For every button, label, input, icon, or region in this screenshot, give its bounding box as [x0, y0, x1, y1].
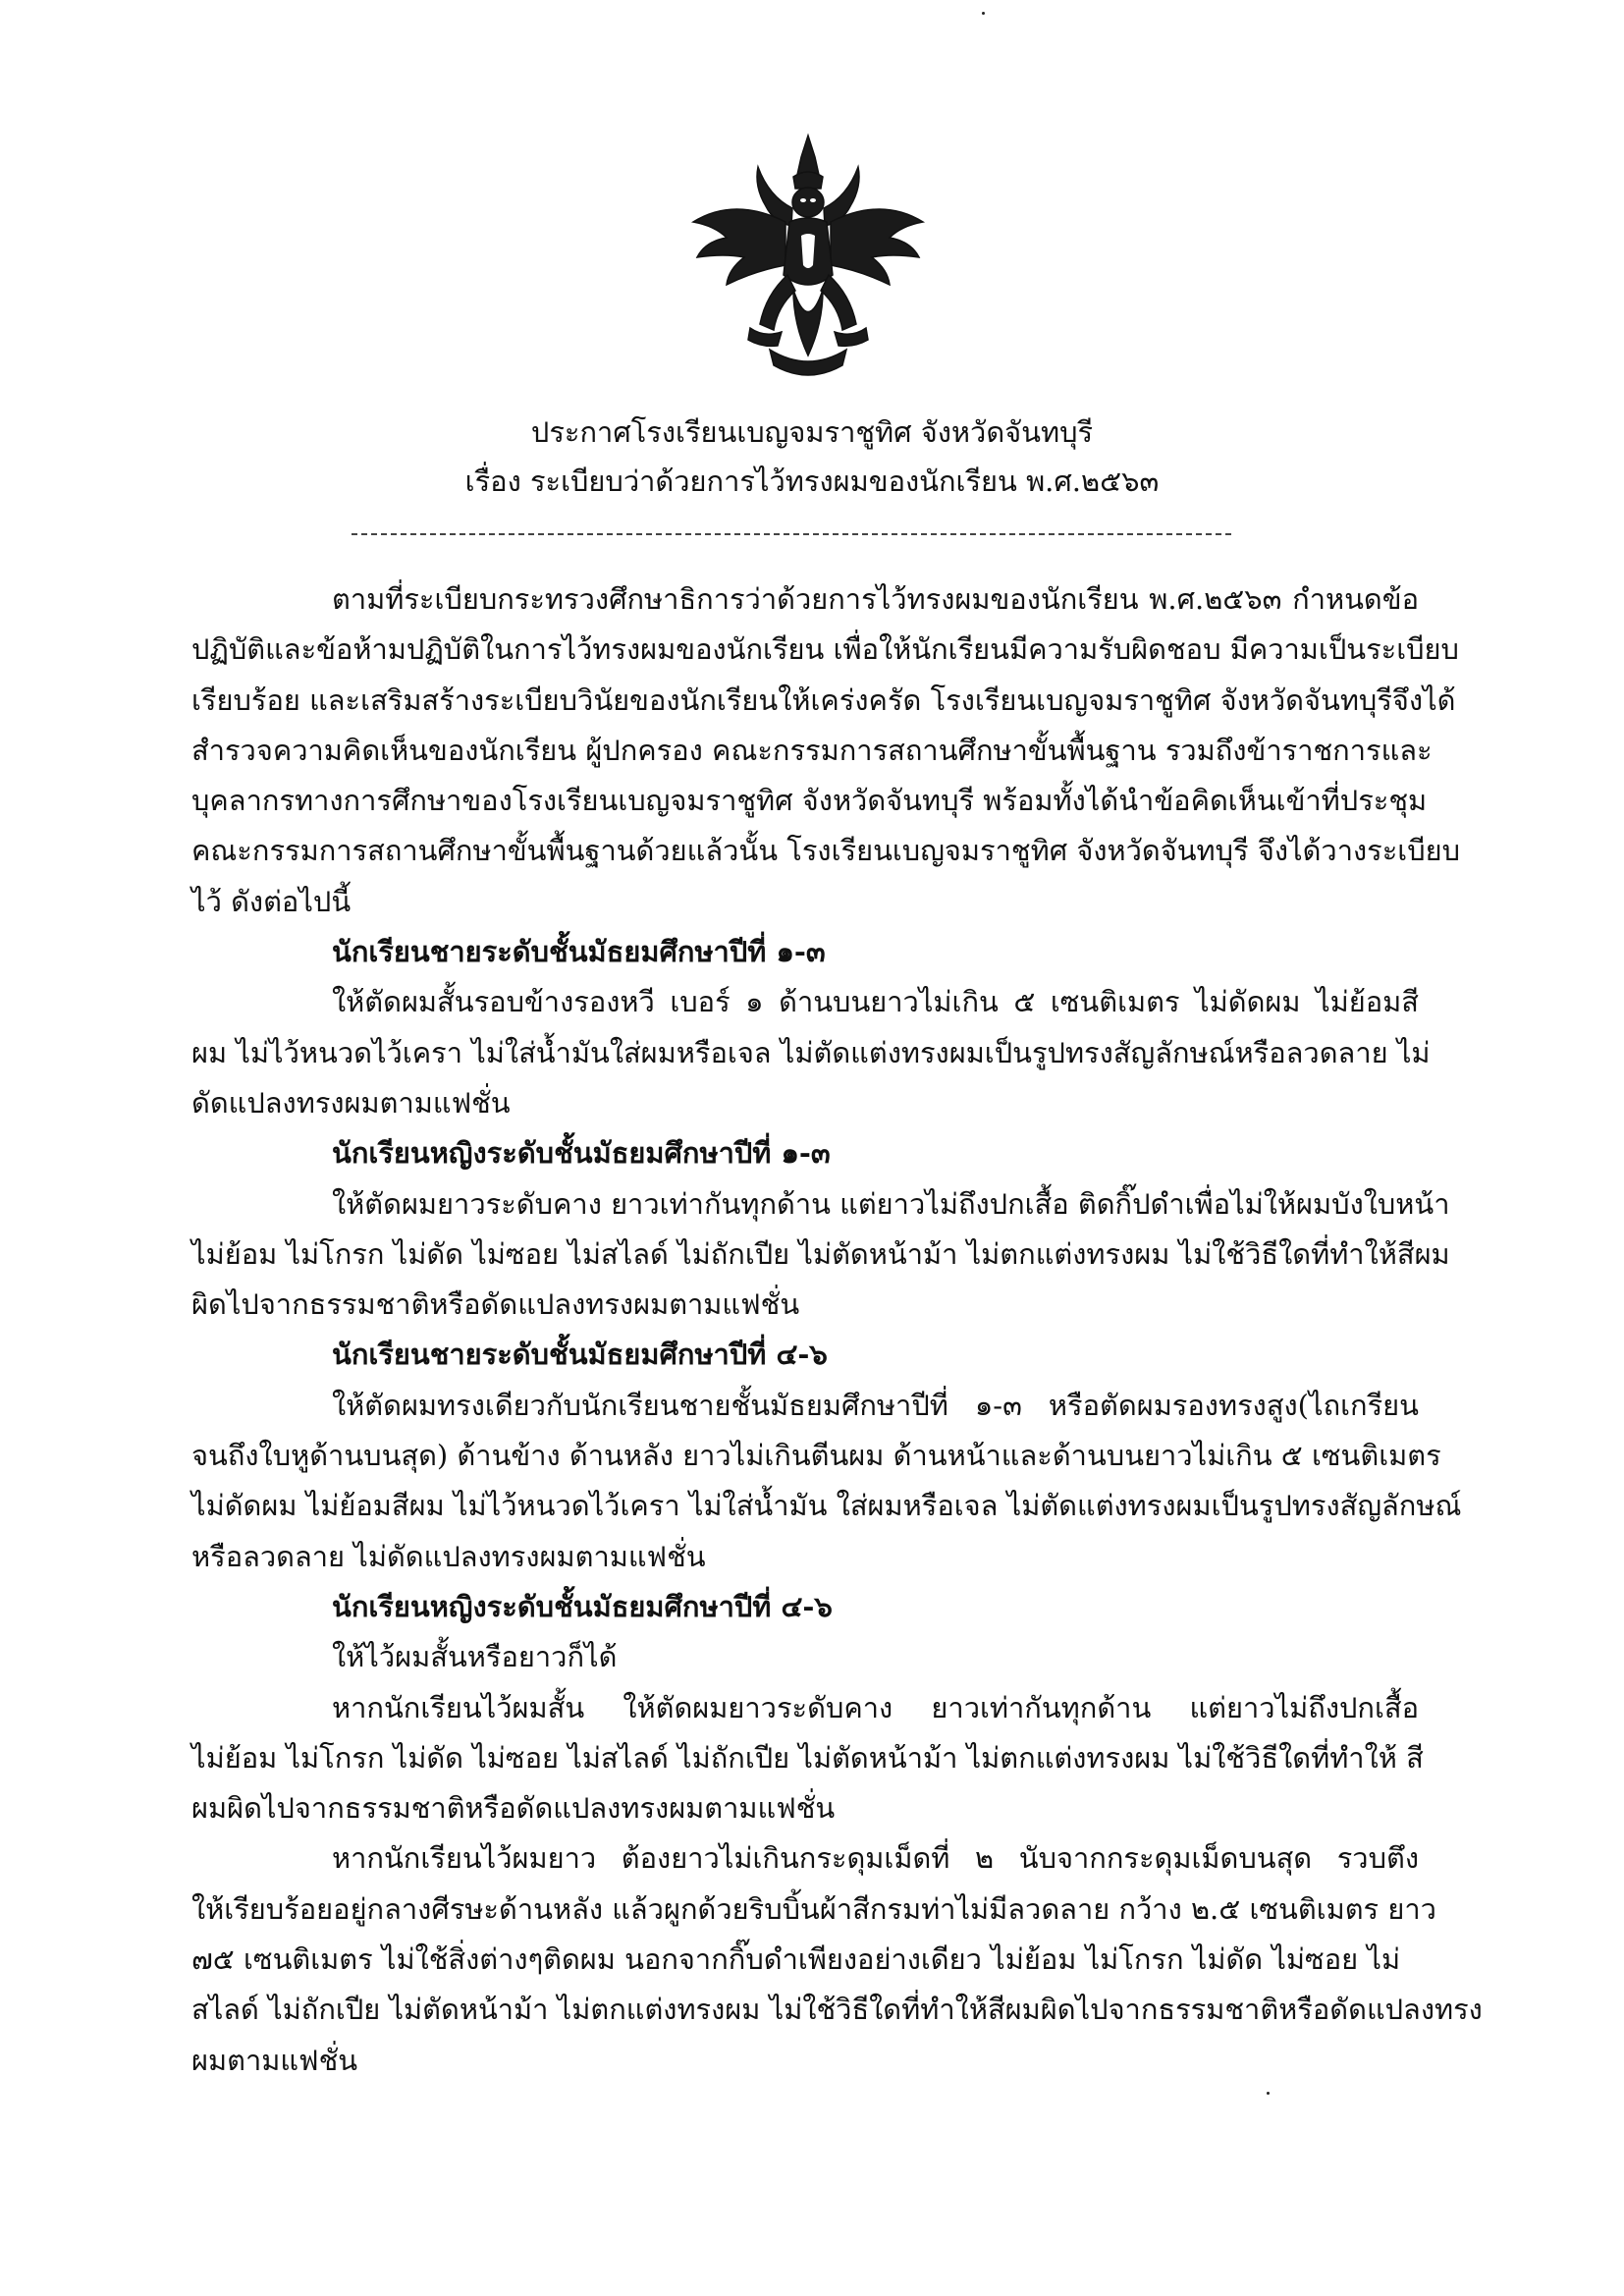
text-line: ตามที่ระเบียบกระทรวงศึกษาธิการว่าด้วยการไว้ทรงผมของนักเรียน พ.ศ.๒๕๖๓ กำหนดข้อ	[332, 582, 1419, 616]
text-line: บุคลากรทางการศึกษาของโรงเรียนเบญจมราชูทิศ จังหวัดจันทบุรี พร้อมทั้งได้นำข้อคิดเห็นเข้าที่ประชุม	[191, 784, 1428, 818]
section-boys-1-3	[191, 927, 1431, 1128]
text-line: ไม่ดัดผม ไม่ย้อมสีผม ไม่ไว้หนวดไว้เครา ไม่ใส่น้ำมัน ใส่ผมหรือเจล ไม่ตัดแต่งทรงผมเป็นรูปทรงสัญลักษณ์	[191, 1489, 1462, 1523]
text-line: หากนักเรียนไว้ผมยาว ต้องยาวไม่เกินกระดุมเม็ดที่ ๒ นับจากกระดุมเม็ดบนสุด รวบตึง	[332, 1841, 1419, 1876]
text-line: ไม่ย้อม ไม่โกรก ไม่ดัด ไม่ซอย ไม่สไลด์ ไม่ถักเปีย ไม่ตัดหน้าม้า ไม่ตกแต่งทรงผม ไม่ใช้วิธีใดที่ทำให้สีผม	[191, 1236, 1450, 1271]
text-line: ไว้ ดังต่อไปนี้	[191, 884, 352, 918]
text-line: สไลด์ ไม่ถักเปีย ไม่ตัดหน้าม้า ไม่ตกแต่งทรงผม ไม่ใช้วิธีใดที่ทำให้สีผมผิดไปจากธรรมชาติหรือดัดแปลงทรง	[191, 1993, 1483, 2027]
announcement-subject: เรื่อง ระเบียบว่าด้วยการไว้ทรงผมของนักเรียน พ.ศ.๒๕๖๓	[464, 465, 1160, 498]
text-line: เรียบร้อย และเสริมสร้างระเบียบวินัยของนักเรียนให้เคร่งครัด โรงเรียนเบญจมราชูทิศ จังหวัดจันทบุรีจึงได้	[191, 683, 1456, 717]
scan-speck	[1267, 2092, 1270, 2095]
text-line: ให้ตัดผมยาวระดับคาง ยาวเท่ากันทุกด้าน แต่ยาวไม่ถึงปกเสื้อ ติดกิ๊ปดำเพื่อไม่ให้ผมบังใบหน้า	[332, 1186, 1450, 1221]
text-line: ให้เรียบร้อยอยู่กลางศีรษะด้านหลัง แล้วผูกด้วยริบบิ้นผ้าสีกรมท่าไม่มีลวดลาย กว้าง ๒.๕ เซนติเมตร ยาว	[191, 1891, 1436, 1926]
text-line: ให้ตัดผมทรงเดียวกับนักเรียนชายชั้นมัธยมศึกษาปีที่ ๑-๓ หรือตัดผมรองทรงสูง(ไถเกรียน	[332, 1388, 1419, 1422]
section-heading: นักเรียนหญิงระดับชั้นมัธยมศึกษาปีที่ ๔-๖	[332, 1589, 833, 1623]
section-girls-4-6	[191, 1582, 1483, 2086]
text-line: ให้ตัดผมสั้นรอบข้างรองหวี เบอร์ ๑ ด้านบนยาวไม่เกิน ๕ เซนติเมตร ไม่ดัดผม ไม่ย้อมสี	[332, 985, 1419, 1019]
text-line: หรือลวดลาย ไม่ดัดแปลงทรงผมตามแฟชั่น	[191, 1539, 706, 1573]
text-line: ผมตามแฟชั่น	[191, 2043, 358, 2077]
text-line: จนถึงใบหูด้านบนสุด) ด้านข้าง ด้านหลัง ยาวไม่เกินตีนผม ด้านหน้าและด้านบนยาวไม่เกิน ๕ เซนติเมตร	[191, 1439, 1441, 1473]
text-line: ให้ไว้ผมสั้นหรือยาวก็ได้	[332, 1640, 618, 1674]
text-line: ดัดแปลงทรงผมตามแฟชั่น	[191, 1085, 511, 1120]
document-body	[191, 574, 1483, 2086]
section-heading: นักเรียนหญิงระดับชั้นมัธยมศึกษาปีที่ ๑-๓	[332, 1136, 831, 1171]
text-line: หากนักเรียนไว้ผมสั้น ให้ตัดผมยาวระดับคาง ยาวเท่ากันทุกด้าน แต่ยาวไม่ถึงปกเสื้อ	[332, 1690, 1419, 1724]
garuda-emblem-icon	[676, 128, 941, 393]
section-boys-4-6	[191, 1330, 1462, 1581]
section-girls-1-3	[191, 1128, 1450, 1330]
text-line: ผม ไม่ไว้หนวดไว้เครา ไม่ใส่น้ำมันใส่ผมหรือเจล ไม่ตัดแต่งทรงผมเป็นรูปทรงสัญลักษณ์หรือลวดลาย ไม่	[191, 1035, 1431, 1069]
section-heading: นักเรียนชายระดับชั้นมัธยมศึกษาปีที่ ๑-๓	[332, 935, 826, 969]
text-line: ผมผิดไปจากธรรมชาติหรือดัดแปลงทรงผมตามแฟชั่น	[191, 1791, 836, 1826]
text-line: ๗๕ เซนติเมตร ไม่ใช้สิ่งต่างๆติดผม นอกจากกิ๊บดำเพียงอย่างเดียว ไม่ย้อม ไม่โกรก ไม่ดัด ไม่ซอย ไม่	[191, 1942, 1401, 1977]
scan-speck	[982, 12, 985, 15]
section-heading: นักเรียนชายระดับชั้นมัธยมศึกษาปีที่ ๔-๖	[332, 1338, 828, 1372]
text-line: ผิดไปจากธรรมชาติหรือดัดแปลงทรงผมตามแฟชั่น	[191, 1287, 800, 1322]
intro-paragraph	[191, 574, 1461, 927]
text-line: ปฏิบัติและข้อห้ามปฏิบัติในการไว้ทรงผมของนักเรียน เพื่อให้นักเรียนมีความรับผิดชอบ มีความเป็นระเบียบ	[191, 632, 1459, 667]
announcement-title: ประกาศโรงเรียนเบญจมราชูทิศ จังหวัดจันทบุรี	[530, 415, 1094, 449]
dashed-divider	[352, 533, 1231, 535]
text-line: คณะกรรมการสถานศึกษาขั้นพื้นฐานด้วยแล้วนั้น โรงเรียนเบญจมราชูทิศ จังหวัดจันทบุรี จึงได้วางระเบียบ	[191, 834, 1461, 868]
text-line: ไม่ย้อม ไม่โกรก ไม่ดัด ไม่ซอย ไม่สไลด์ ไม่ถักเปีย ไม่ตัดหน้าม้า ไม่ตกแต่งทรงผม ไม่ใช้วิธีใดที่ทำให้ สี	[191, 1740, 1424, 1775]
text-line: สำรวจความคิดเห็นของนักเรียน ผู้ปกครอง คณะกรรมการสถานศึกษาขั้นพื้นฐาน รวมถึงข้าราชการและ	[191, 733, 1433, 767]
